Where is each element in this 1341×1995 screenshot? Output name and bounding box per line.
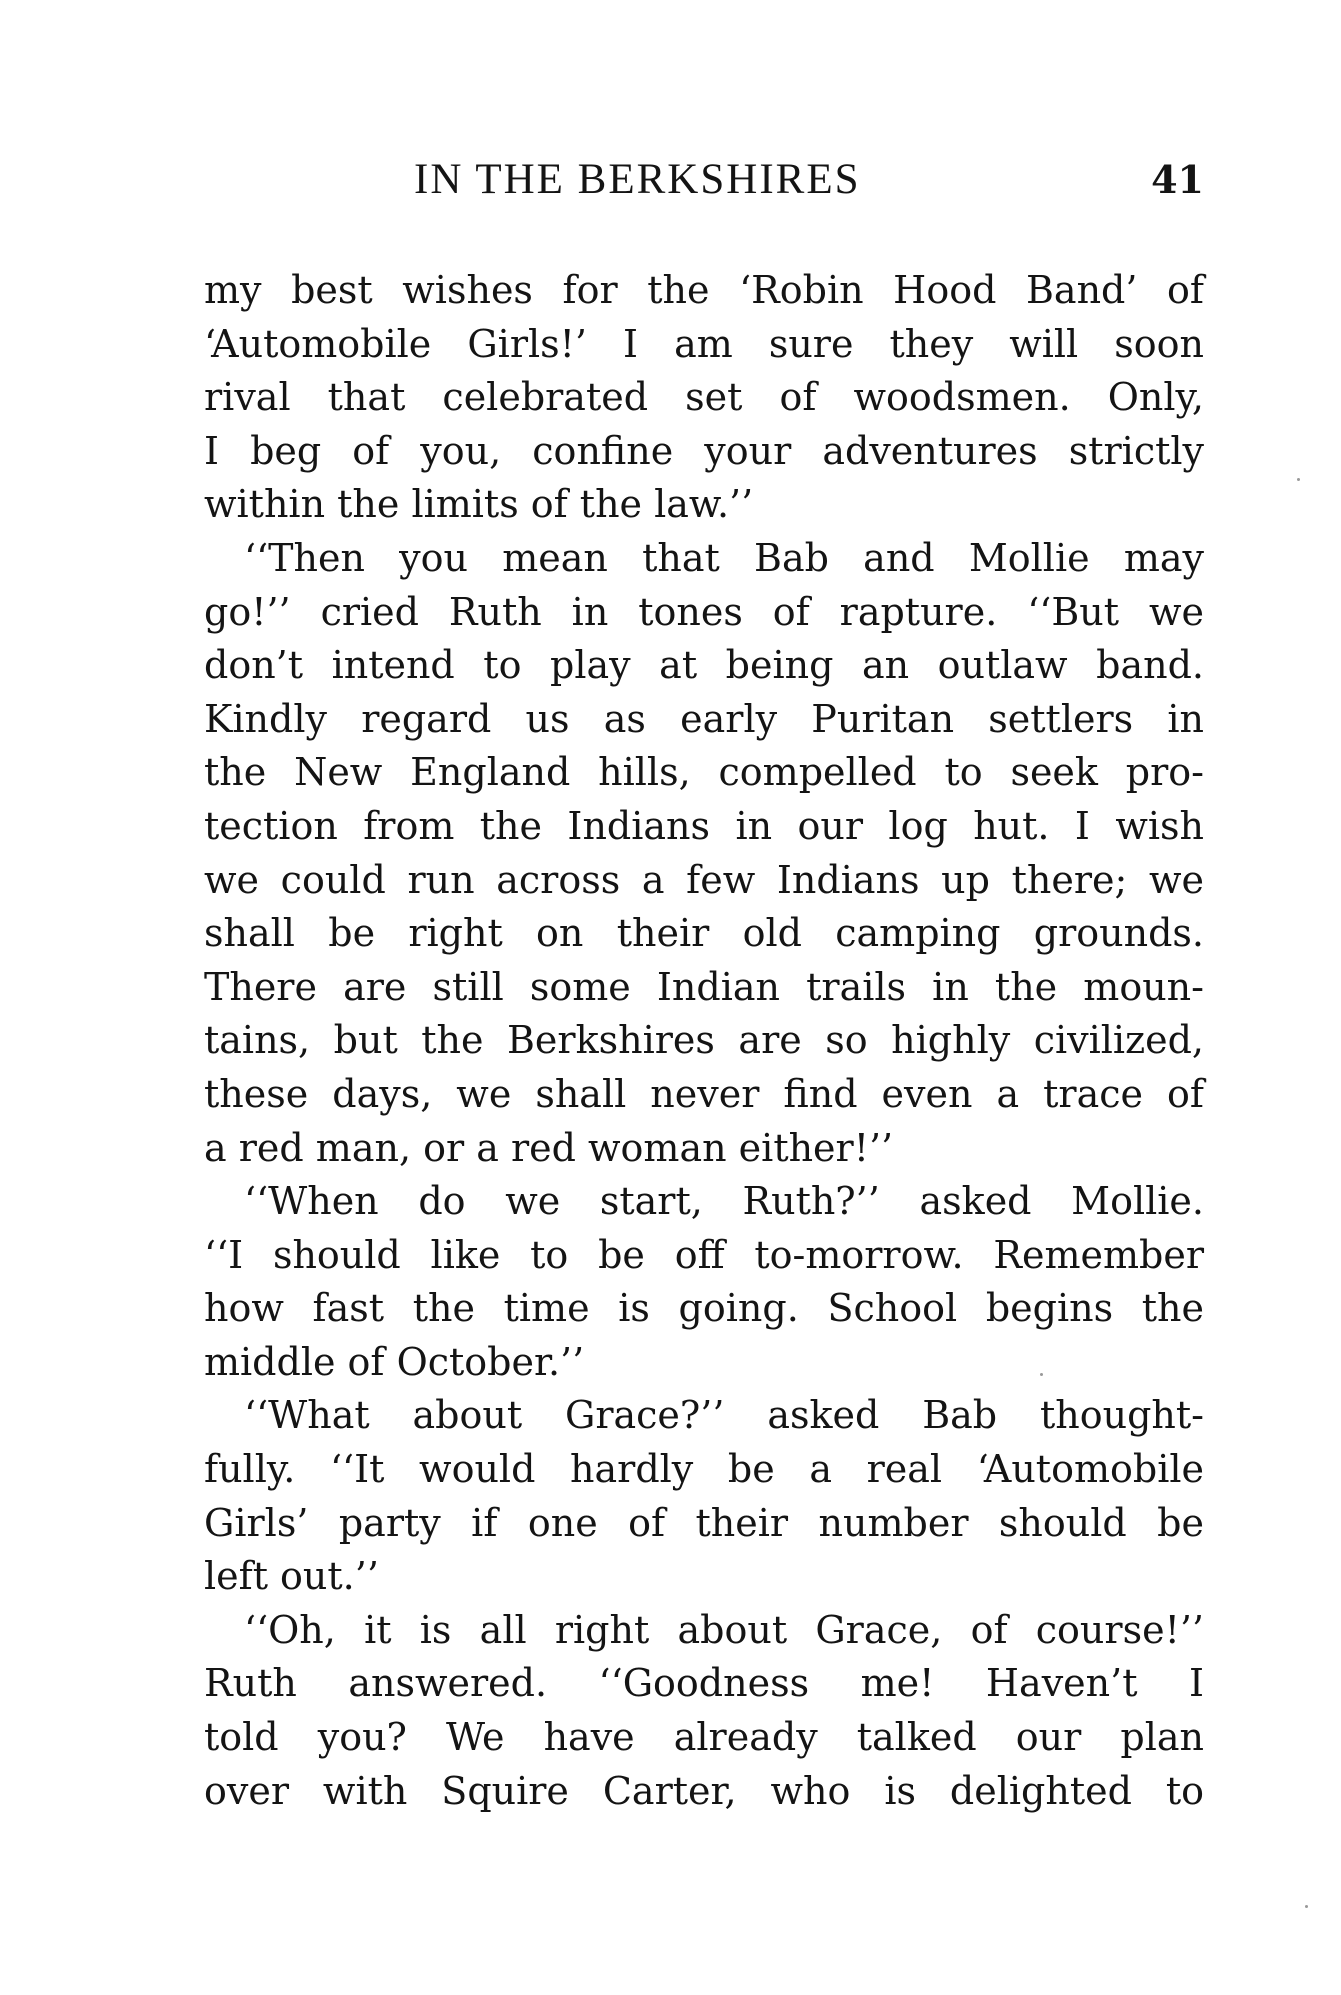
text-line: tection from the Indians in our log hut. I wish xyxy=(204,803,1204,848)
text-line: left out.’’ xyxy=(204,1554,379,1599)
text-line: the New England hills, compelled to seek pro- xyxy=(204,750,1204,795)
text-line: told you? We have already talked our plan xyxy=(204,1715,1204,1760)
text-line: fully. ‘‘It would hardly be a real ‘Automobile xyxy=(204,1447,1204,1492)
text-line: shall be right on their old camping grounds. xyxy=(204,911,1204,956)
text-line: we could run across a few Indians up there; we xyxy=(204,857,1204,902)
text-line: I beg of you, confine your adventures strictly xyxy=(204,428,1204,473)
body-text xyxy=(204,264,1204,1818)
text-line: don’t intend to play at being an outlaw band. xyxy=(204,643,1204,688)
text-line: these days, we shall never find even a trace of xyxy=(204,1071,1204,1116)
page-number: 41 xyxy=(1151,157,1204,202)
text-line: rival that celebrated set of woodsmen. Only, xyxy=(204,375,1204,420)
text-line: ‘‘Then you mean that Bab and Mollie may xyxy=(244,535,1204,580)
text-line: go!’’ cried Ruth in tones of rapture. ‘‘But we xyxy=(204,589,1204,634)
text-line: Kindly regard us as early Puritan settlers in xyxy=(204,696,1204,741)
scan-speck xyxy=(1305,1905,1308,1908)
text-line: ‘‘Oh, it is all right about Grace, of course!’’ xyxy=(244,1607,1204,1652)
text-line: ‘Automobile Girls!’ I am sure they will soon xyxy=(204,321,1204,366)
text-line: my best wishes for the ‘Robin Hood Band’ of xyxy=(204,268,1204,312)
text-line: over with Squire Carter, who is delighted to xyxy=(204,1768,1204,1813)
scan-speck xyxy=(1040,1373,1043,1376)
text-line: ‘‘What about Grace?’’ asked Bab thought- xyxy=(244,1393,1204,1438)
scan-speck xyxy=(1297,478,1300,481)
text-line: Girls’ party if one of their number should be xyxy=(204,1500,1204,1545)
page-header xyxy=(204,148,1204,212)
text-line: how fast the time is going. School begins the xyxy=(204,1286,1204,1331)
text-line: ‘‘I should like to be off to-morrow. Remember xyxy=(204,1232,1204,1277)
running-title: IN THE BERKSHIRES xyxy=(414,156,861,203)
text-line: within the limits of the law.’’ xyxy=(204,482,754,527)
text-line: a red man, or a red woman either!’’ xyxy=(204,1125,894,1170)
text-line: ‘‘When do we start, Ruth?’’ asked Mollie. xyxy=(244,1179,1204,1224)
text-line: tains, but the Berkshires are so highly civilized, xyxy=(204,1018,1204,1063)
text-line: middle of October.’’ xyxy=(204,1339,585,1384)
text-line: There are still some Indian trails in the moun- xyxy=(204,964,1204,1009)
text-line: Ruth answered. ‘‘Goodness me! Haven’t I xyxy=(204,1661,1204,1706)
